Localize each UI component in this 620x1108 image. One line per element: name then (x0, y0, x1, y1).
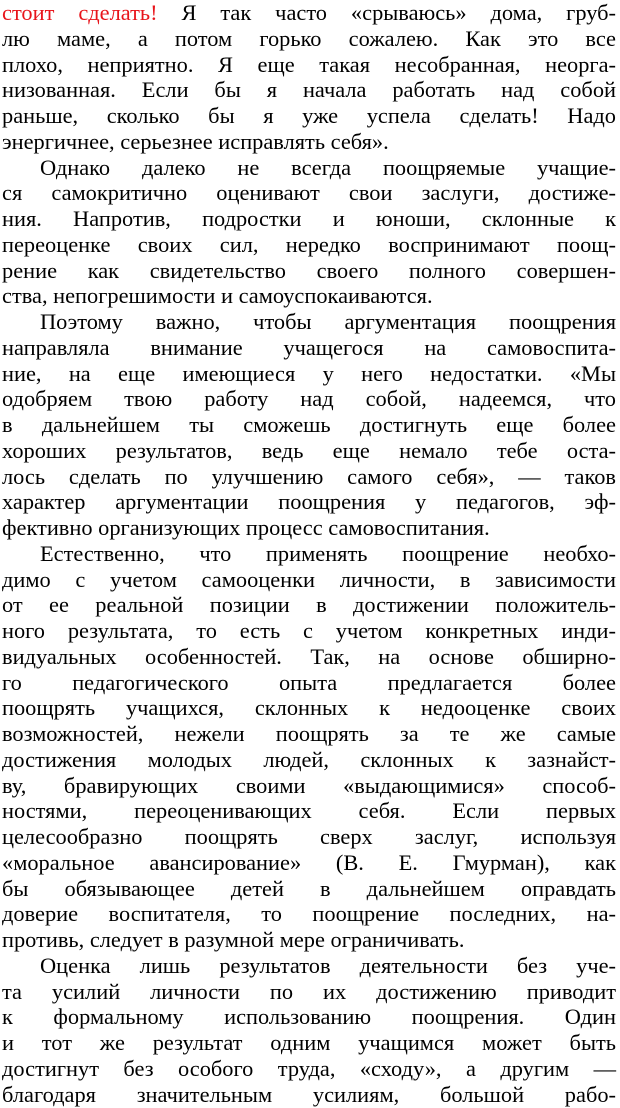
text-line-43: благодаря значительным усилиям, большой рабо- (2, 1081, 616, 1107)
text-line-30: достижения молодых людей, склонных к зазнайст- (2, 746, 616, 772)
text-line-15: ние, на еще имеющиеся у него недостатки. «Мы (2, 360, 616, 386)
text-line-32: ностями, переоценивающих себя. Если первых (2, 798, 616, 824)
text-line-23: димо с учетом самооценки личности, в зависимости (2, 566, 616, 592)
text-line-8: ся самокритично оценивают свои заслуги, достиже- (2, 180, 616, 206)
text-line-26: видуальных особенностей. Так, на основе обширно- (2, 643, 616, 669)
text-line-10: переоценке своих сил, нередко воспринимают поощ- (2, 231, 616, 257)
text-line-38: Оценка лишь результатов деятельности без уче- (40, 952, 616, 978)
text-line-35: бы обязывающее детей в дальнейшем оправдать (2, 875, 616, 901)
text-line-11: рение как свидетельство своего полного совершен- (2, 257, 616, 283)
text-line-39: та усилий личности по их достижению приводит (2, 978, 616, 1004)
text-line-34: «моральное авансирование» (В. Е. Гмурман), как (2, 849, 616, 875)
text-line-36: доверие воспитателя, то поощрение последних, на- (2, 901, 616, 927)
text-line-27: го педагогического опыта предлагается более (2, 669, 616, 695)
text-line-12: ства, непогрешимости и самоуспокаиваются. (2, 283, 433, 309)
text-line-7: Однако далеко не всегда поощряемые учащие- (40, 154, 616, 180)
text-line-14: направляла внимание учащегося на самовоспита- (2, 334, 616, 360)
text-line-29: возможностей, нежели поощрять за те же самые (2, 721, 616, 746)
text-line-22: Естественно, что применять поощрение необхо- (40, 540, 616, 566)
text-line-21: фективно организующих процесс самовоспитания. (2, 515, 490, 540)
text-line-42: достигнут без особого труда, «сходу», а другим — (2, 1055, 616, 1081)
text-line-6: энергичнее, серьезнее исправлять себя». (2, 128, 389, 154)
text-line-9: ния. Напротив, подростки и юноши, склонные к (2, 206, 616, 231)
text-line-5: раньше, сколько бы я уже успела сделать! Надо (2, 103, 616, 128)
text-line-24: от ее реальной позиции в достижении положитель- (2, 592, 616, 618)
text-line-4: низованная. Если бы я начала работать над собой (2, 77, 616, 103)
text-line-19: лось сделать по улучшению самого себя», — таков (2, 463, 616, 489)
text-line-37: противь, следует в разумной мере ограничивать. (2, 927, 465, 952)
text-line-40: к формальному использованию поощрения. Один (2, 1004, 616, 1030)
text-line-1-rest: Я так часто «срываюсь» дома, груб- (181, 0, 616, 25)
text-line-1 (2, 0, 616, 26)
text-line-3: плохо, неприятно. Я еще такая несобранная, неорга- (2, 51, 616, 77)
text-line-41: и тот же результат одним учащимся может быть (2, 1030, 616, 1055)
highlighted-text: стоит сделать! (2, 0, 158, 25)
text-line-28: поощрять учащихся, склонных к недооценке своих (2, 695, 616, 721)
text-line-25: ного результата, то есть с учетом конкретных инди- (2, 618, 616, 643)
text-line-13: Поэтому важно, чтобы аргументация поощрения (40, 309, 616, 334)
text-line-18: хороших результатов, ведь еще немало тебе оста- (2, 437, 616, 463)
text-line-16: одобряем твою работу над собой, надеемся, что (2, 386, 616, 412)
text-line-2: лю маме, а потом горько сожалею. Как это все (2, 25, 616, 51)
text-line-20: характер аргументации поощрения у педагогов, эф- (2, 489, 616, 515)
text-line-17: в дальнейшем ты сможешь достигнуть еще более (2, 412, 616, 437)
text-line-33: целесообразно поощрять сверх заслуг, используя (2, 824, 616, 849)
text-line-31: ву, бравирующих своими «выдающимися» способ- (2, 772, 616, 798)
